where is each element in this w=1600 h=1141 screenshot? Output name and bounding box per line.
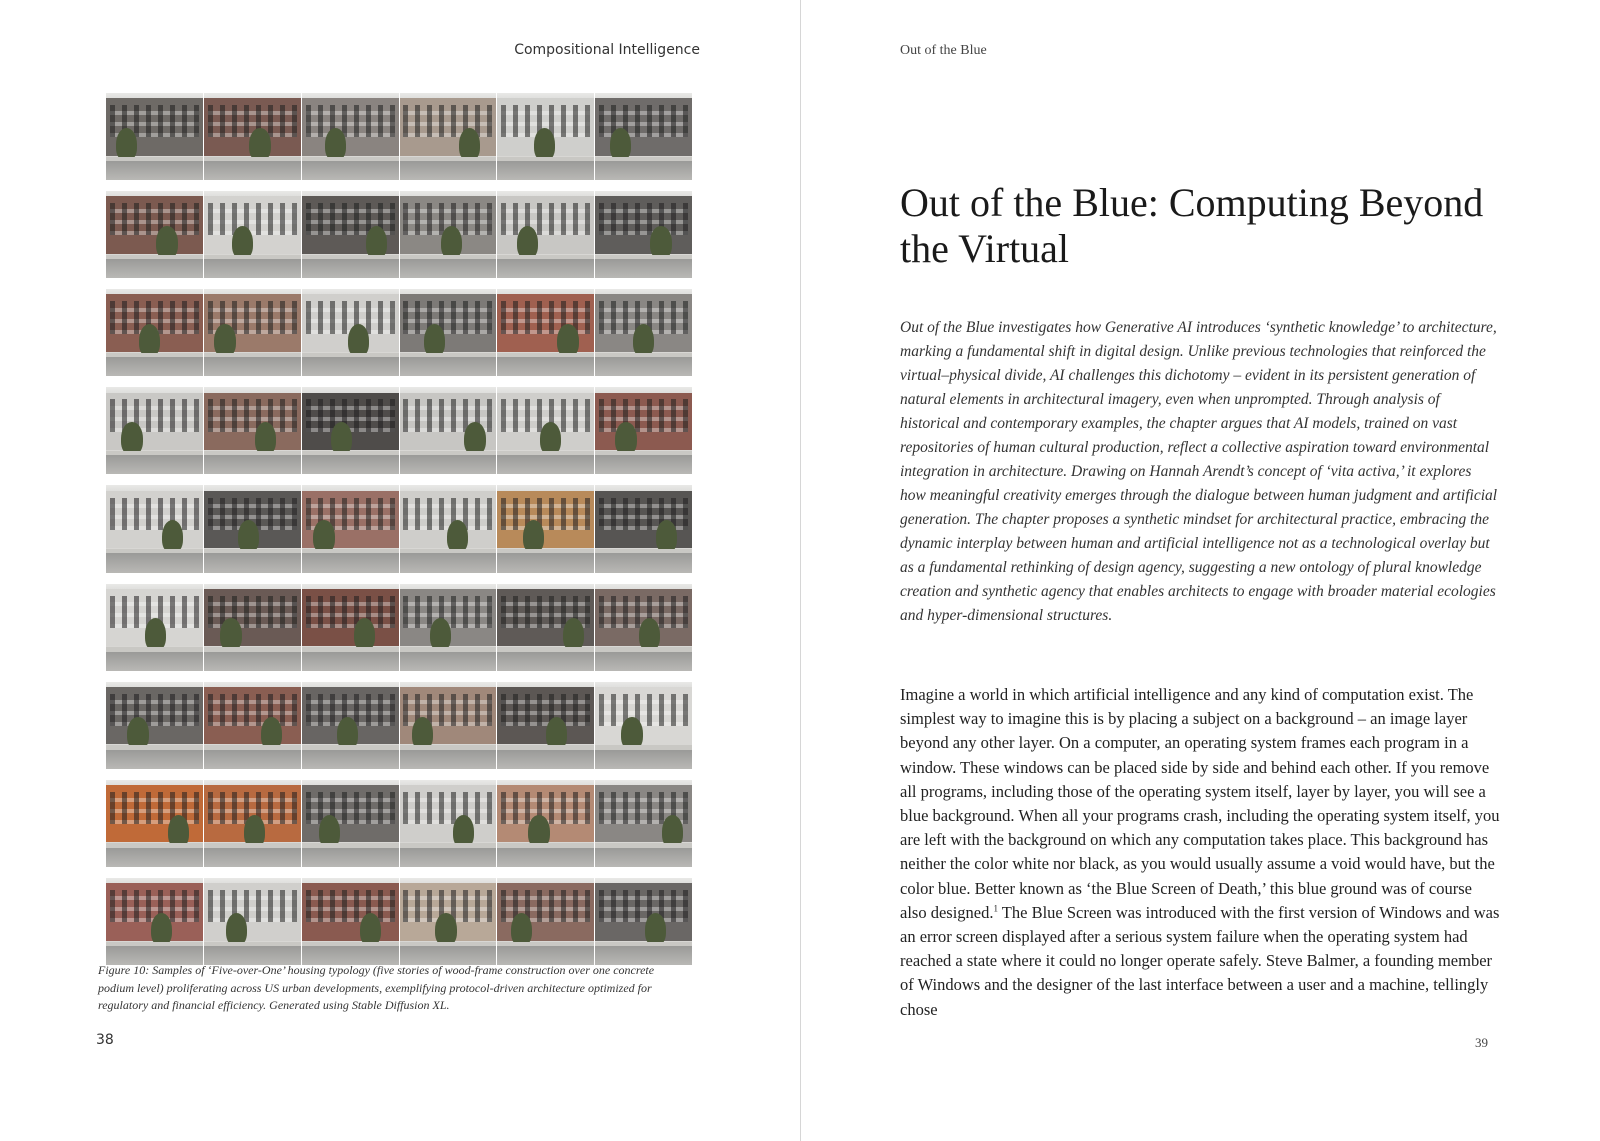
figure-photo-tile bbox=[595, 780, 692, 867]
figure-photo-tile bbox=[595, 485, 692, 572]
figure-photo-tile bbox=[302, 878, 399, 965]
figure-photo-tile bbox=[204, 191, 301, 278]
figure-photo-tile bbox=[595, 191, 692, 278]
figure-photo-tile bbox=[497, 191, 594, 278]
figure-photo-tile bbox=[497, 878, 594, 965]
figure-photo-tile bbox=[106, 878, 203, 965]
figure-photo-tile bbox=[302, 387, 399, 474]
figure-photo-tile bbox=[595, 387, 692, 474]
chapter-abstract: Out of the Blue investigates how Generative AI introduces ‘synthetic knowledge’ to architecture, marking a fundamental shift in digital design. Unlike previous technologies that reinforced the virtual–physical divide, AI challenges this dichotomy – evident in its persistent generation of natural elements in architectural imagery, even when unprompted. Through analysis of historical and contemporary examples, the chapter argues that AI models, trained on vast repositories of human cultural production, reflect a collective aspiration toward environmental integration in architecture. Drawing on Hannah Arendt’s concept of ‘vita activa,’ it explores how meaningful creativity emerges through the dialogue between human judgment and artificial generation. The chapter proposes a synthetic mindset for architectural practice, embracing the dynamic interplay between human and artificial intelligence not as a technological overlay but as a fundamental rethinking of design agency, suggesting a new ontology of plural knowledge creation and synthetic agency that enables architects to engage with broader material ecologies and hyper-dimensional structures. bbox=[900, 319, 1498, 624]
figure-photo-tile bbox=[204, 289, 301, 376]
figure-photo-tile bbox=[400, 878, 497, 965]
figure-photo-tile bbox=[204, 584, 301, 671]
figure-photo-tile bbox=[595, 878, 692, 965]
figure-photo-tile bbox=[204, 93, 301, 180]
figure-photo-tile bbox=[106, 780, 203, 867]
figure-photo-tile bbox=[497, 780, 594, 867]
running-head: Compositional Intelligence bbox=[514, 42, 700, 58]
chapter-title: Out of the Blue: Computing Beyond the Virtual bbox=[900, 180, 1484, 271]
figure-photo-tile bbox=[302, 191, 399, 278]
figure-photo-tile bbox=[204, 780, 301, 867]
figure-photo-tile bbox=[106, 387, 203, 474]
figure-photo-tile bbox=[497, 93, 594, 180]
figure-photo-tile bbox=[106, 93, 203, 180]
right-page bbox=[801, 0, 1600, 1141]
figure-photo-tile bbox=[204, 485, 301, 572]
figure-photo-tile bbox=[497, 682, 594, 769]
figure-photo-tile bbox=[302, 780, 399, 867]
figure-photo-tile bbox=[106, 584, 203, 671]
figure-photo-tile bbox=[400, 485, 497, 572]
figure-photo-tile bbox=[204, 387, 301, 474]
figure-photo-tile bbox=[400, 387, 497, 474]
figure-caption: Figure 10: Samples of ‘Five-over-One’ housing typology (five stories of wood-frame construction over one concrete podium level) proliferating across US urban developments, exemplifying protocol-driven architecture optimized for regulatory and financial efficiency. Generated using Stable Diffusion XL. bbox=[98, 963, 655, 1012]
figure-photo-tile bbox=[302, 584, 399, 671]
figure-photo-tile bbox=[595, 289, 692, 376]
figure-photo-tile bbox=[497, 289, 594, 376]
figure-photo-tile bbox=[400, 191, 497, 278]
body-text-part: The Blue Screen was introduced with the first version of Windows and was an error screen displayed after a serious system failure when the operating system had reached a state where it could no longer operate safely. Steve Balmer, a founding member of Windows and the designer of the last interface between a user and a machine, tellingly chose bbox=[900, 902, 1500, 1019]
figure-photo-tile bbox=[106, 682, 203, 769]
figure-photo-tile bbox=[400, 584, 497, 671]
footnote-marker: 1 bbox=[993, 903, 998, 914]
figure-photo-tile bbox=[400, 93, 497, 180]
figure-photo-tile bbox=[595, 682, 692, 769]
figure-photo-tile bbox=[106, 289, 203, 376]
figure-photo-tile bbox=[595, 584, 692, 671]
page-number: 39 bbox=[1475, 1035, 1488, 1050]
body-text-part: Imagine a world in which artificial intelligence and any kind of computation exist. The simplest way to imagine this is by placing a subject on a background – an image layer beyond any other layer. On a computer, an operating system frames each program in a window. These windows can be placed side by side and behind each other. If you remove all programs, including those of the operating system itself, layer by layer, you will see a blue background. When all your programs crash, including the operating system itself, you are left with the background on which any computation takes place. This background has neither the color white nor black, as you would usually assume a void would have, but the color blue. Better known as ‘the Blue Screen of Death,’ this blue ground was of course also designed. bbox=[900, 685, 1500, 922]
figure-photo-tile bbox=[204, 682, 301, 769]
figure-photo-tile bbox=[302, 93, 399, 180]
figure-image-grid bbox=[106, 93, 692, 965]
figure-photo-tile bbox=[106, 191, 203, 278]
figure-photo-tile bbox=[595, 93, 692, 180]
figure-photo-tile bbox=[400, 682, 497, 769]
running-head: Out of the Blue bbox=[900, 43, 987, 58]
body-paragraph bbox=[900, 683, 1500, 1023]
figure-photo-tile bbox=[497, 584, 594, 671]
figure-photo-tile bbox=[400, 289, 497, 376]
figure-photo-tile bbox=[302, 485, 399, 572]
page-number: 38 bbox=[96, 1032, 114, 1048]
figure-photo-tile bbox=[400, 780, 497, 867]
figure-photo-tile bbox=[497, 387, 594, 474]
figure-photo-tile bbox=[106, 485, 203, 572]
figure-photo-tile bbox=[204, 878, 301, 965]
figure-photo-tile bbox=[302, 289, 399, 376]
figure-photo-tile bbox=[302, 682, 399, 769]
figure-photo-tile bbox=[497, 485, 594, 572]
